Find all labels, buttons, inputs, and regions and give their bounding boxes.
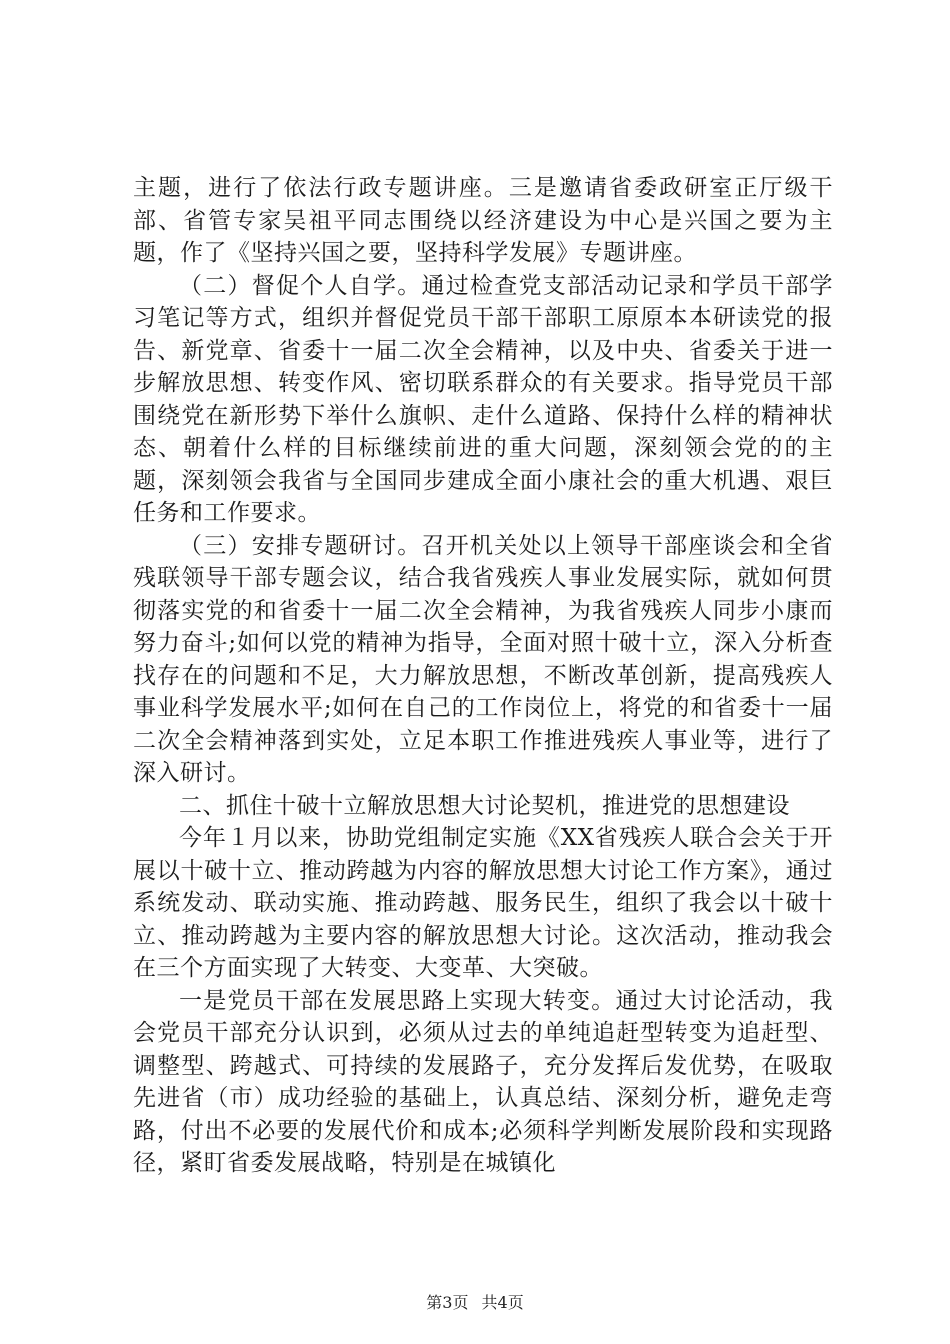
- paragraph: 今年１月以来，协助党组制定实施《XX省残疾人联合会关于开展以十破十立、推动跨越为内容的解放思想大讨论工作方案》，通过系统发动、联动实施、推动跨越、服务民生，组织了我会以十破十立、推动跨越为主要内容的解放思想大讨论。这次活动，推动我会在三个方面实现了大转变、大变革、大突破。: [133, 825, 833, 981]
- page-footer: [0, 1290, 950, 1313]
- page-total: 共4页: [481, 1293, 524, 1312]
- document-body: [133, 172, 833, 1180]
- section-heading: 二、抓住十破十立解放思想大讨论契机，推进党的思想建设: [179, 792, 790, 819]
- page-number: 第3页: [426, 1293, 469, 1312]
- paragraph: 一是党员干部在发展思路上实现大转变。通过大讨论活动，我会党员干部充分认识到，必须从过去的单纯追赶型转变为追赶型、调整型、跨越式、可持续的发展路子，充分发挥后发优势，在吸取先进省（市）成功经验的基础上，认真总结、深刻分析，避免走弯路，付出不必要的发展代价和成本;必须科学判断发展阶段和实现路径，紧盯省委发展战略，特别是在城镇化: [133, 987, 833, 1176]
- paragraph: （二）督促个人自学。通过检查党支部活动记录和学员干部学习笔记等方式，组织并督促党员干部干部职工原原本本研读党的报告、新党章、省委十一届二次全会精神，以及中央、省委关于进一步解放思想、转变作风、密切联系群众的有关要求。指导党员干部围绕党在新形势下举什么旗帜、走什么道路、保持什么样的精神状态、朝着什么样的目标继续前进的重大问题，深刻领会党的的主题，深刻领会我省与全国同步建成全面小康社会的重大机遇、艰巨任务和工作要求。: [133, 272, 833, 526]
- paragraph: 主题，进行了依法行政专题讲座。三是邀请省委政研室正厅级干部、省管专家吴祖平同志围绕以经济建设为中心是兴国之要为主题，作了《坚持兴国之要，坚持科学发展》专题讲座。: [133, 175, 833, 266]
- paragraph: （三）安排专题研讨。召开机关处以上领导干部座谈会和全省残联领导干部专题会议，结合我省残疾人事业发展实际，就如何贯彻落实党的和省委十一届二次全会精神，为我省残疾人同步小康而努力奋斗;如何以党的精神为指导，全面对照十破十立，深入分析查找存在的问题和不足，大力解放思想，不断改革创新，提高残疾人事业科学发展水平;如何在自己的工作岗位上，将党的和省委十一届二次全会精神落到实处，立足本职工作推进残疾人事业等，进行了深入研讨。: [133, 532, 833, 786]
